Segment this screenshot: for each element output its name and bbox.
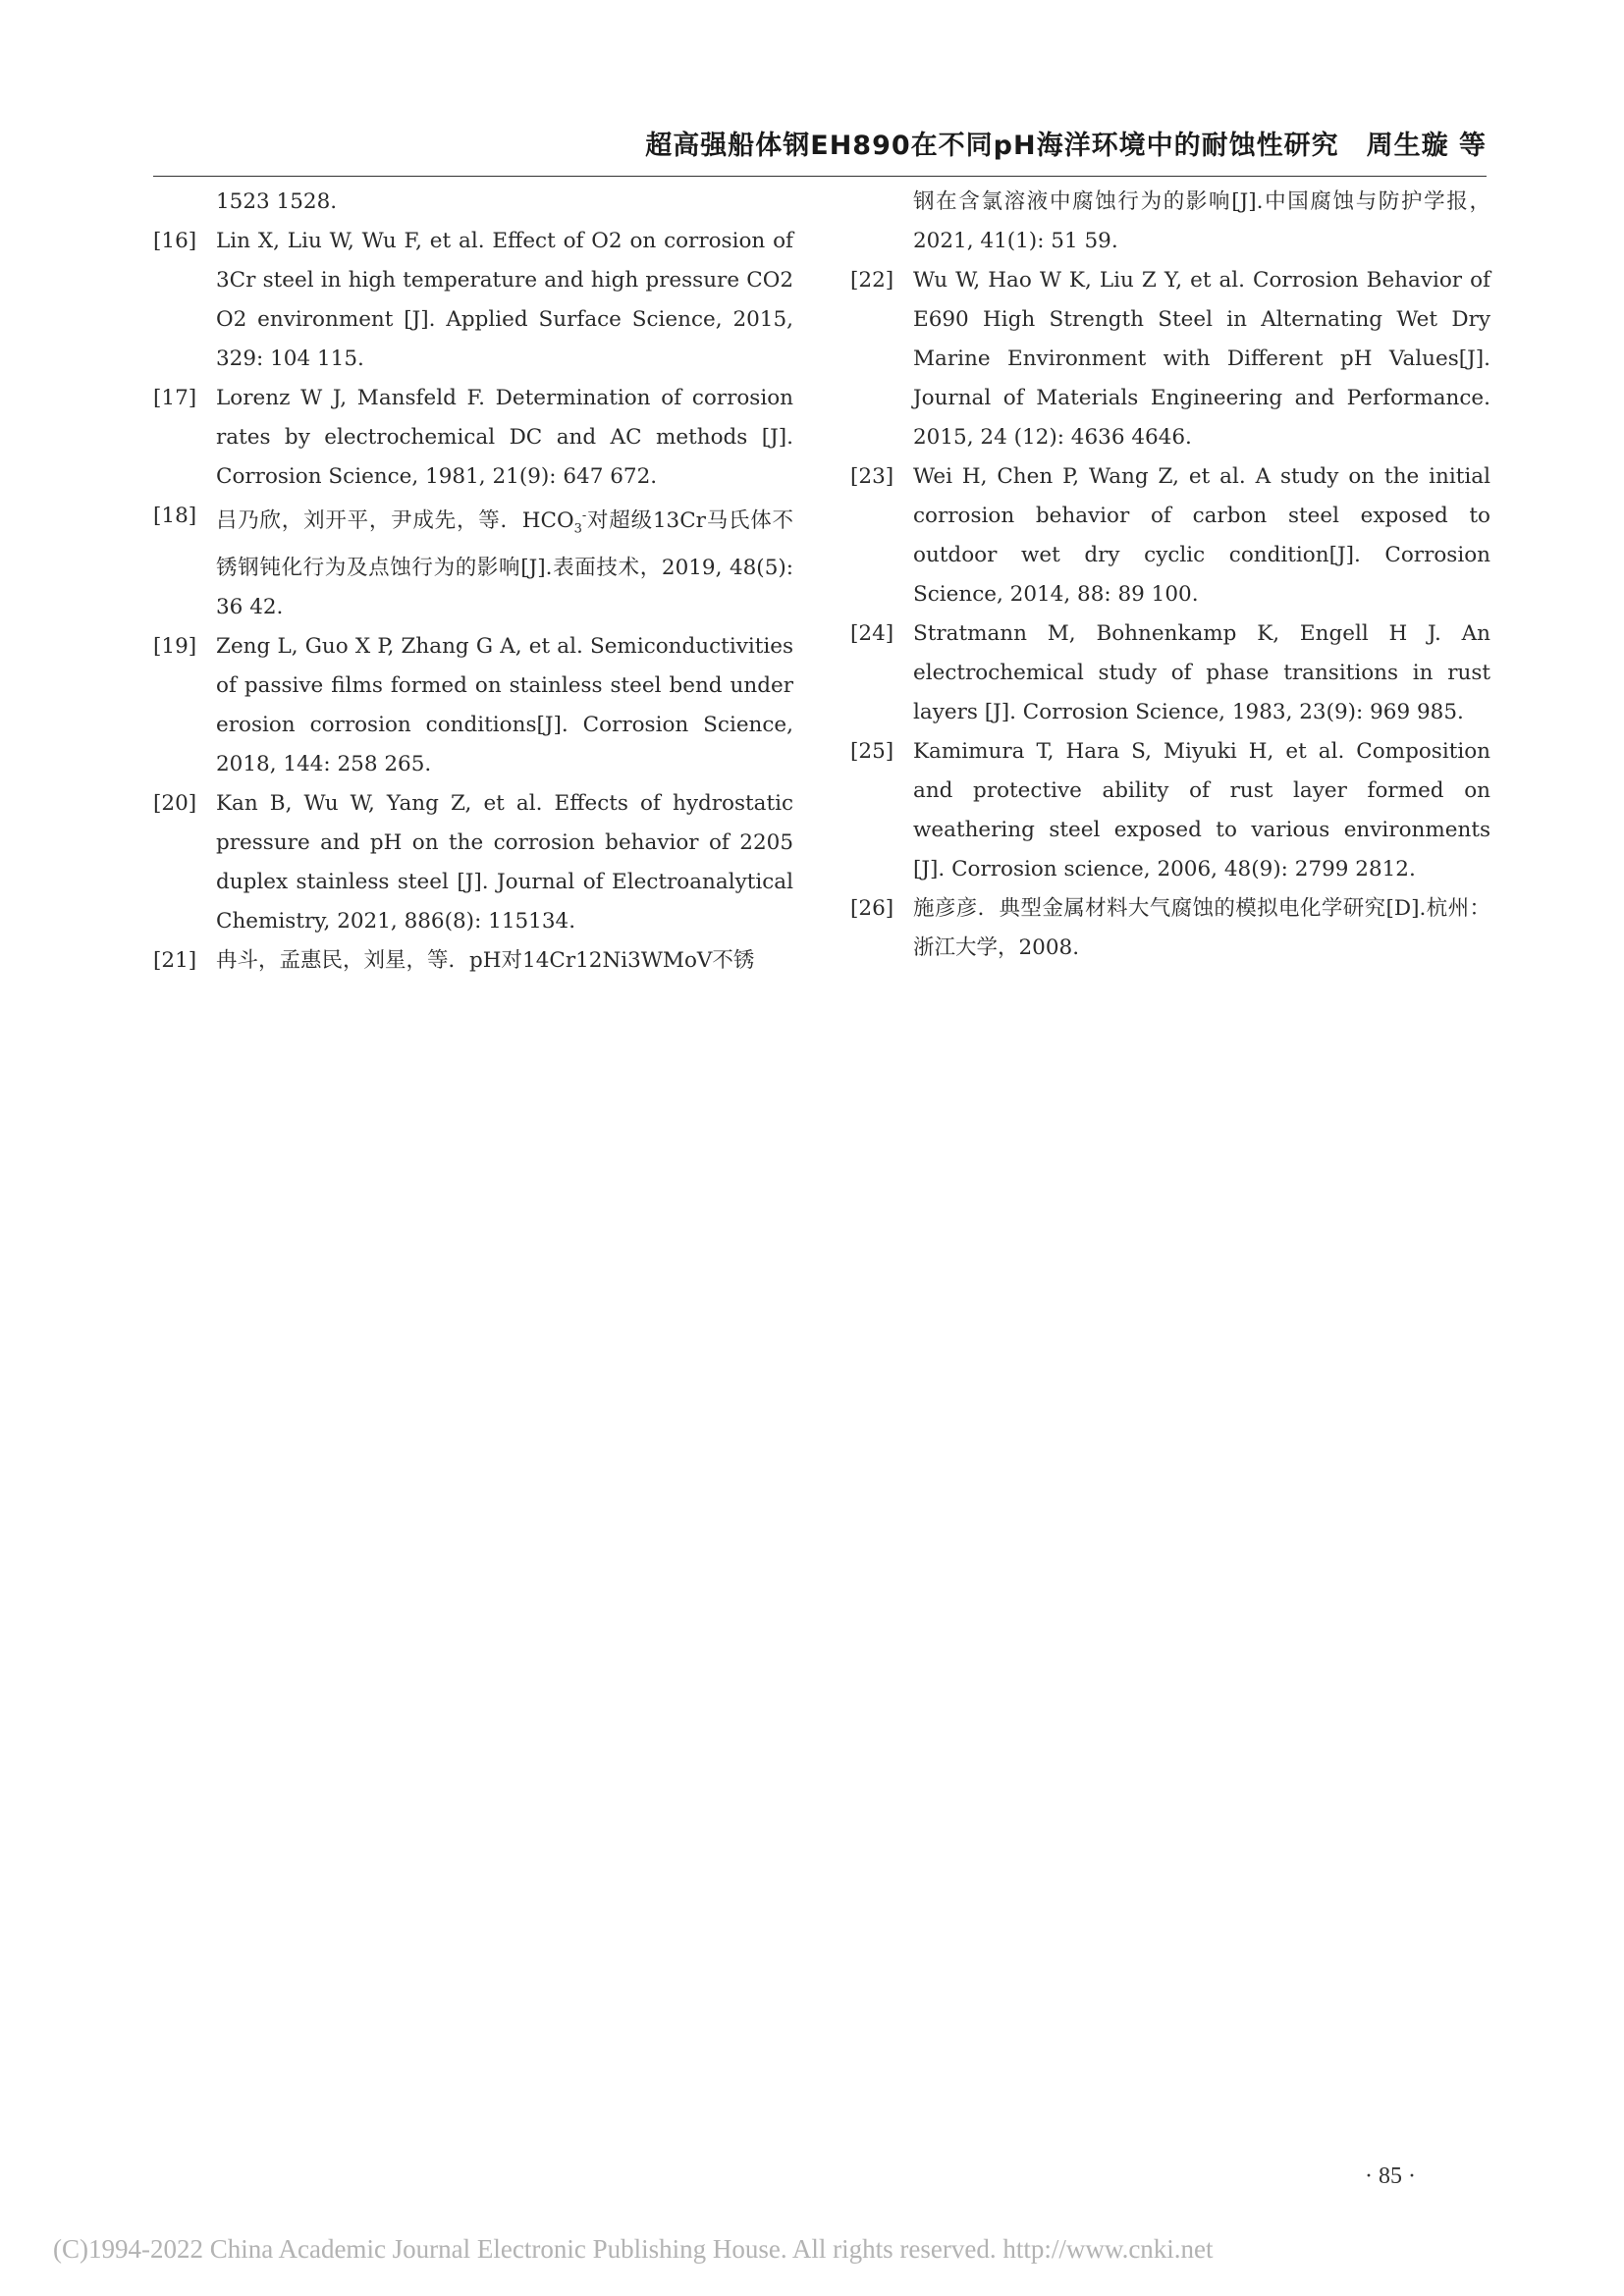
references-right-column: [850, 183, 1490, 968]
reference-25: [850, 732, 1490, 889]
reference-number: [19]: [153, 634, 197, 660]
references-left-column: [153, 183, 793, 981]
reference-text: 施彦彦．典型金属材料大气腐蚀的模拟电化学研究[D].杭州：浙江大学，2008.: [913, 896, 1490, 960]
reference-text: Kan B, Wu W, Yang Z, et al. Effects of hydrostatic pressure and pH on the corrosion behavior of 2205 duplex stainless steel [J]. Journal of Electroanalytical Chemistry, 2021, 886(8): 115134.: [216, 791, 793, 934]
reference-number: [17]: [153, 386, 197, 410]
reference-number: [25]: [850, 739, 894, 764]
reference-20: [153, 784, 793, 941]
reference-19: [153, 627, 793, 784]
reference-number: [26]: [850, 896, 894, 921]
reference-text: Zeng L, Guo X P, Zhang G A, et al. Semiconductivities of passive films formed on stainless steel bend under erosion corrosion conditions[J]. Corrosion Science, 2018, 144: 258 265.: [216, 634, 793, 777]
reference-number: [22]: [850, 268, 894, 293]
reference-22: [850, 261, 1490, 457]
reference-21: [153, 941, 793, 981]
reference-text: Stratmann M, Bohnenkamp K, Engell H J. An electrochemical study of phase transitions in rust layers [J]. Corrosion Science, 1983, 23(9): 969 985.: [913, 621, 1490, 724]
reference-number: [18]: [153, 504, 197, 528]
reference-number: [20]: [153, 791, 197, 817]
reference-24: [850, 614, 1490, 732]
reference-text: Wei H, Chen P, Wang Z, et al. A study on the initial corrosion behavior of carbon steel exposed to outdoor wet dry cyclic condition[J]. Corrosion Science, 2014, 88: 89 100.: [913, 464, 1490, 607]
reference-number: [16]: [153, 229, 197, 253]
reference-23: [850, 457, 1490, 614]
reference-continuation: 1523 1528.: [216, 189, 338, 214]
reference-number: [24]: [850, 621, 894, 646]
reference-26: [850, 889, 1490, 968]
reference-text: Lin X, Liu W, Wu F, et al. Effect of O2 on corrosion of 3Cr steel in high temperature and high pressure CO2 O2 environment [J]. Applied Surface Science, 2015, 329: 104 115.: [216, 229, 793, 371]
reference-17: [153, 379, 793, 497]
running-header: 超高强船体钢EH890在不同pH海洋环境中的耐蚀性研究 周生璇 等: [153, 124, 1487, 177]
reference-text: 吕乃欣，刘开平，尹成先，等．$HCO_3^-$对超级13Cr马氏体不锈钢钝化行为及点蚀行为的影响[J].表面技术，2019, 48(5): 36 42.: [216, 508, 793, 620]
copyright-notice: (C)1994-2022 China Academic Journal Electronic Publishing House. All rights reserved. http://www.cnki.net: [53, 2234, 1214, 2264]
reference-text: Wu W, Hao W K, Liu Z Y, et al. Corrosion Behavior of E690 High Strength Steel in Alternating Wet Dry Marine Environment with Different pH Values[J]. Journal of Materials Engineering and Performance. 2015, 24 (12): 4636 4646.: [913, 268, 1490, 450]
reference-text: Lorenz W J, Mansfeld F. Determination of corrosion rates by electrochemical DC and AC methods [J]. Corrosion Science, 1981, 21(9): 647 672.: [216, 386, 793, 489]
reference-number: [23]: [850, 464, 894, 489]
reference-number: [21]: [153, 948, 197, 974]
reference-text: 冉斗，孟惠民，刘星，等．pH对14Cr12Ni3WMoV不锈: [216, 948, 755, 974]
reference-text: Kamimura T, Hara S, Miyuki H, et al. Composition and protective ability of rust layer formed on weathering steel exposed to various environments [J]. Corrosion science, 2006, 48(9): 2799 2812.: [913, 739, 1490, 881]
page-number: · 85 ·: [1365, 2163, 1416, 2189]
reference-18: [153, 497, 793, 627]
reference-continuation: 钢在含氯溶液中腐蚀行为的影响[J].中国腐蚀与防护学报，2021, 41(1): 51 59.: [913, 189, 1490, 253]
reference-16: [153, 222, 793, 379]
